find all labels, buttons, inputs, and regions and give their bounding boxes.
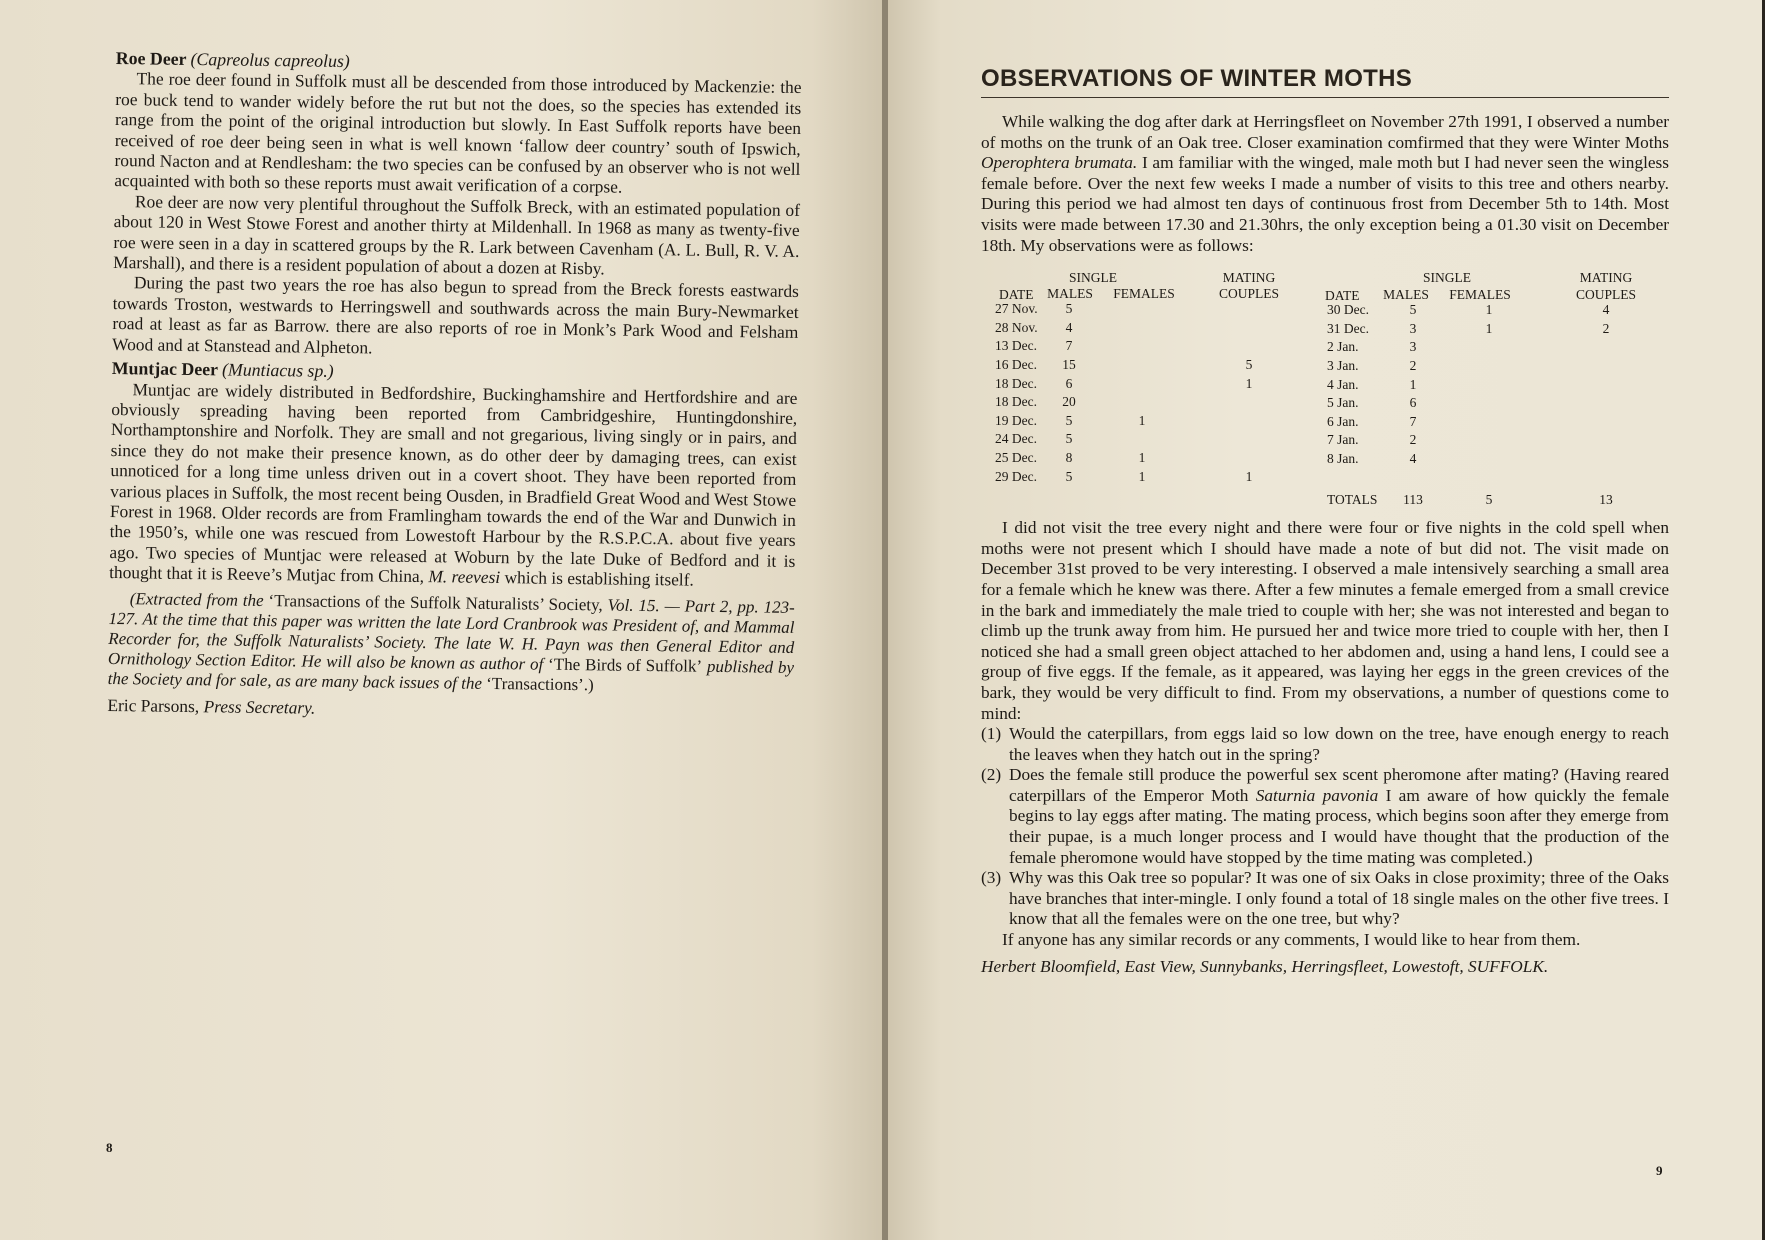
th-date-2: DATE [1325, 288, 1360, 304]
th-mating-2: MATING [1579, 270, 1633, 286]
author-address: Herbert Bloomfield, East View, Sunnybanks, Herringsfleet, Lowestoft, SUFFOLK. [981, 956, 1549, 976]
intro-paragraph: While walking the dog after dark at Herringsfleet on November 27th 1991, I observed a number of moths on the trunk of an Oak tree. Closer examination comfirmed that they were Winter Moths Operophtera brumata. I am familiar with the winged, male moth but I had never seen the wingless female before. Over the next few weeks I made a number of visits to this tree and others nearby. During this period we had almost ten days of continuous frost from December 5th to 14th. Most visits were made between 17.30 and 21.30hrs, the only exception being a 01.30 visit on December 18th. My observations were as follows: [981, 112, 1670, 255]
roe-deer-latin: (Capreolus capreolus) [190, 48, 350, 72]
totals-couples: 13 [1599, 492, 1613, 508]
th-males-1: MALES [1047, 286, 1093, 302]
extract-note: (Extracted from the ‘Transactions of the Suffolk Naturalists’ Society, Vol. 15. — Part 2, pp. 123-127. At the time that this paper was written the late Lord Cranbrook was President of, and Mammal Recorder for, the Suffolk Naturalists’ Society. The late W. H. Payn was then General Editor and Ornithology Section Editor. He will also be known as author of ‘The Birds of Suffolk’ published by the Society and for sale, as are many back issues of the ‘Transactions’.) [107, 588, 795, 694]
right-page [888, 0, 1765, 1240]
table-cell-females: 1 [1138, 468, 1146, 484]
th-single-1: SINGLE [1069, 270, 1117, 286]
table-cell-males: 4 [1409, 450, 1417, 466]
closing-line: If anyone has any similar records or any comments, I would like to hear from them. [1002, 930, 1581, 950]
table-cell-date: 4 Jan. [1327, 376, 1359, 392]
page-number-right: 9 [1656, 1163, 1663, 1178]
th-single-2: SINGLE [1423, 270, 1471, 286]
roe-paragraph-3: During the past two years the roe has also begun to spread from the Breck forests eastwards towards Troston, westwards to Herringswell and southwards across the main Bury-Newmarket road at least as far as Barrow. there are also reports of roe in Monk’s Park Wood and Felsham Wood and at Stanstead and Alpheton. [111, 272, 800, 358]
table-cell-date: 5 Jan. [1327, 395, 1359, 411]
table-cell-males: 8 [1065, 449, 1073, 465]
table-cell-date: 7 Jan. [1327, 432, 1359, 448]
question-3: (3) Why was this Oak tree so popular? It was one of six Oaks in close proximity; three of the Oaks have branches that inter-mingle. I only found a total of 18 single males on the other five trees. I know that all the females were on the one tree, but why? [981, 868, 1669, 929]
table-cell-couples: 1 [1245, 375, 1253, 391]
th-date-1: DATE [999, 287, 1034, 303]
table-cell-date: 6 Jan. [1327, 413, 1359, 429]
table-cell-males: 5 [1065, 468, 1073, 484]
table-cell-males: 15 [1062, 356, 1076, 372]
totals-females: 5 [1485, 492, 1493, 508]
page-number-left: 8 [106, 1140, 113, 1155]
table-cell-males: 2 [1409, 432, 1417, 448]
table-cell-date: 28 Nov. [995, 319, 1038, 335]
table-cell-males: 3 [1409, 339, 1417, 355]
table-cell-date: 8 Jan. [1327, 450, 1359, 466]
question-1: (1) Would the caterpillars, from eggs laid so low down on the tree, have enough energy to reach the leaves when they hatch out in the spring? [981, 724, 1669, 764]
table-cell-date: 19 Dec. [995, 412, 1037, 428]
table-cell-date: 24 Dec. [995, 431, 1037, 447]
th-females-1: FEMALES [1113, 286, 1175, 302]
table-cell-date: 31 Dec. [1327, 320, 1369, 336]
article-title: OBSERVATIONS OF WINTER MOTHS [981, 65, 1669, 98]
table-cell-date: 16 Dec. [995, 356, 1037, 372]
table-cell-males: 5 [1065, 431, 1073, 447]
roe-paragraph-2: Roe deer are now very plentiful throughout the Suffolk Breck, with an estimated population of about 120 in West Stowe Forest and another thirty at Mildenhall. In 1968 as many as twenty-five roe were seen in a day in scattered groups by the R. Lark between Cavenham (A. L. Bull, R. V. A. Marshall), and there is a resident population of about a dozen at Risby. [113, 191, 801, 279]
table-cell-females: 1 [1138, 449, 1146, 465]
table-cell-males: 7 [1065, 338, 1073, 354]
table-cell-date: 18 Dec. [995, 394, 1037, 410]
left-column [107, 48, 802, 724]
table-cell-date: 2 Jan. [1327, 339, 1359, 355]
observations-paragraph: I did not visit the tree every night and there were four or five nights in the cold spell when moths were not present which I should have made a note of but did not. The visit made on December 31st proved to be very interesting. I observed a male intensively searching a small area for a female which he knew was there. After a few minutes a female emerged from a small crevice in the bark and immediately the male tried to couple with her; she was not interested and began to climb up the trunk away from him. He pursued her and twice more tried to couple with her, then I noticed she had a small green object attached to her abdomen and, using a hand lens, I could see a group of five eggs. If the female, as it appeared, was laying her eggs in the green crevices of the bark, they would be very difficult to find. From my observations, a number of questions come to mind: [981, 518, 1669, 723]
roe-deer-heading: Roe Deer (Capreolus capreolus) [115, 48, 350, 72]
table-cell-date: 3 Jan. [1327, 357, 1359, 373]
muntjac-paragraph: Muntjac are widely distributed in Bedfordshire, Buckinghamshire and Hertfordshire and are obviously spreading having been reported from Cambridgeshire, Huntingdonshire, Northamptonshire and Norfolk. They are small and not gregarious, living singly or in pairs, and since they do not make their presence known, as do other deer by damaging trees, can exist unnoticed for a long time unless driven out in a covert shoot. They have been reported from various places in Suffolk, the most recent being Ousden, in Bradfield Great Wood and West Stowe Forest in 1968. Older records are from Framlingham towards the end of the War and Dunwich in the 1950’s, while one was rescued from Lowestoft Harbour by the R.S.P.C.A. about five years ago. Two species of Muntjac were released at Woburn by the late Duke of Bedford and it is thought that it is Reeve’s Mutjac from China, M. reevesi which is establishing itself. [109, 378, 798, 590]
table-cell-females: 1 [1485, 302, 1493, 318]
th-couples-2: COUPLES [1575, 287, 1636, 303]
left-page [0, 0, 882, 1240]
table-cell-males: 6 [1409, 395, 1417, 411]
table-cell-males: 3 [1409, 320, 1417, 336]
table-cell-males: 5 [1065, 301, 1073, 317]
table-cell-males: 6 [1065, 375, 1073, 391]
table-cell-couples: 1 [1245, 468, 1253, 484]
table-cell-males: 4 [1065, 319, 1073, 335]
table-cell-females: 1 [1485, 320, 1493, 336]
table-cell-males: 7 [1409, 413, 1417, 429]
right-column [981, 65, 1669, 977]
muntjac-deer-heading: Muntjac Deer (Muntiacus sp.) [111, 358, 334, 381]
table-cell-date: 27 Nov. [995, 301, 1038, 317]
table-cell-date: 30 Dec. [1327, 302, 1369, 318]
table-cell-couples: 2 [1602, 320, 1610, 336]
table-cell-males: 5 [1065, 412, 1073, 428]
table-cell-date: 18 Dec. [995, 375, 1037, 391]
table-cell-couples: 4 [1602, 302, 1610, 318]
table-cell-males: 20 [1062, 394, 1076, 410]
table-cell-date: 29 Dec. [995, 468, 1037, 484]
th-couples-1: COUPLES [1218, 286, 1279, 302]
table-cell-date: 25 Dec. [995, 449, 1037, 465]
th-females-2: FEMALES [1449, 287, 1511, 303]
muntjac-latin: (Muntiacus sp.) [221, 359, 334, 381]
question-2: (2) Does the female still produce the powerful sex scent pheromone after mating? (Having reared caterpillars of the Emperor Moth Saturnia pavonia I am aware of how quickly the female begins to lay eggs after mating. The mating process, which begins soon after they emerge from their pupae, is a much longer process and I would have thought that the production of the female pheromone would have stopped by the time mating was completed.) [981, 765, 1669, 867]
totals-label: TOTALS [1327, 492, 1378, 508]
th-males-2: MALES [1383, 287, 1429, 303]
table-cell-females: 1 [1138, 412, 1146, 428]
roe-paragraph-1: The roe deer found in Suffolk must all be descended from those introduced by Mackenzie: the roe buck tend to wander widely before the rut but not the does, so the species has extended its range from the point of the original introduction but slowly. In East Suffolk reports have been received of roe deer being seen in what is well known ‘fallow deer country’ south of Ipswich, round Nacton and at Rendlesham: the two species can be confused by an observer who is not well acquainted with both so these reports must await verification of a corpse. [114, 68, 802, 198]
left-signature: Eric Parsons, Press Secretary. [107, 694, 316, 718]
totals-males: 113 [1403, 492, 1423, 508]
th-mating-1: MATING [1222, 270, 1276, 286]
table-cell-couples: 5 [1245, 356, 1253, 372]
table-cell-males: 2 [1409, 357, 1417, 373]
table-cell-males: 5 [1409, 302, 1417, 318]
table-cell-date: 13 Dec. [995, 338, 1037, 354]
table-cell-males: 1 [1409, 376, 1417, 392]
observations-table [981, 270, 1669, 508]
